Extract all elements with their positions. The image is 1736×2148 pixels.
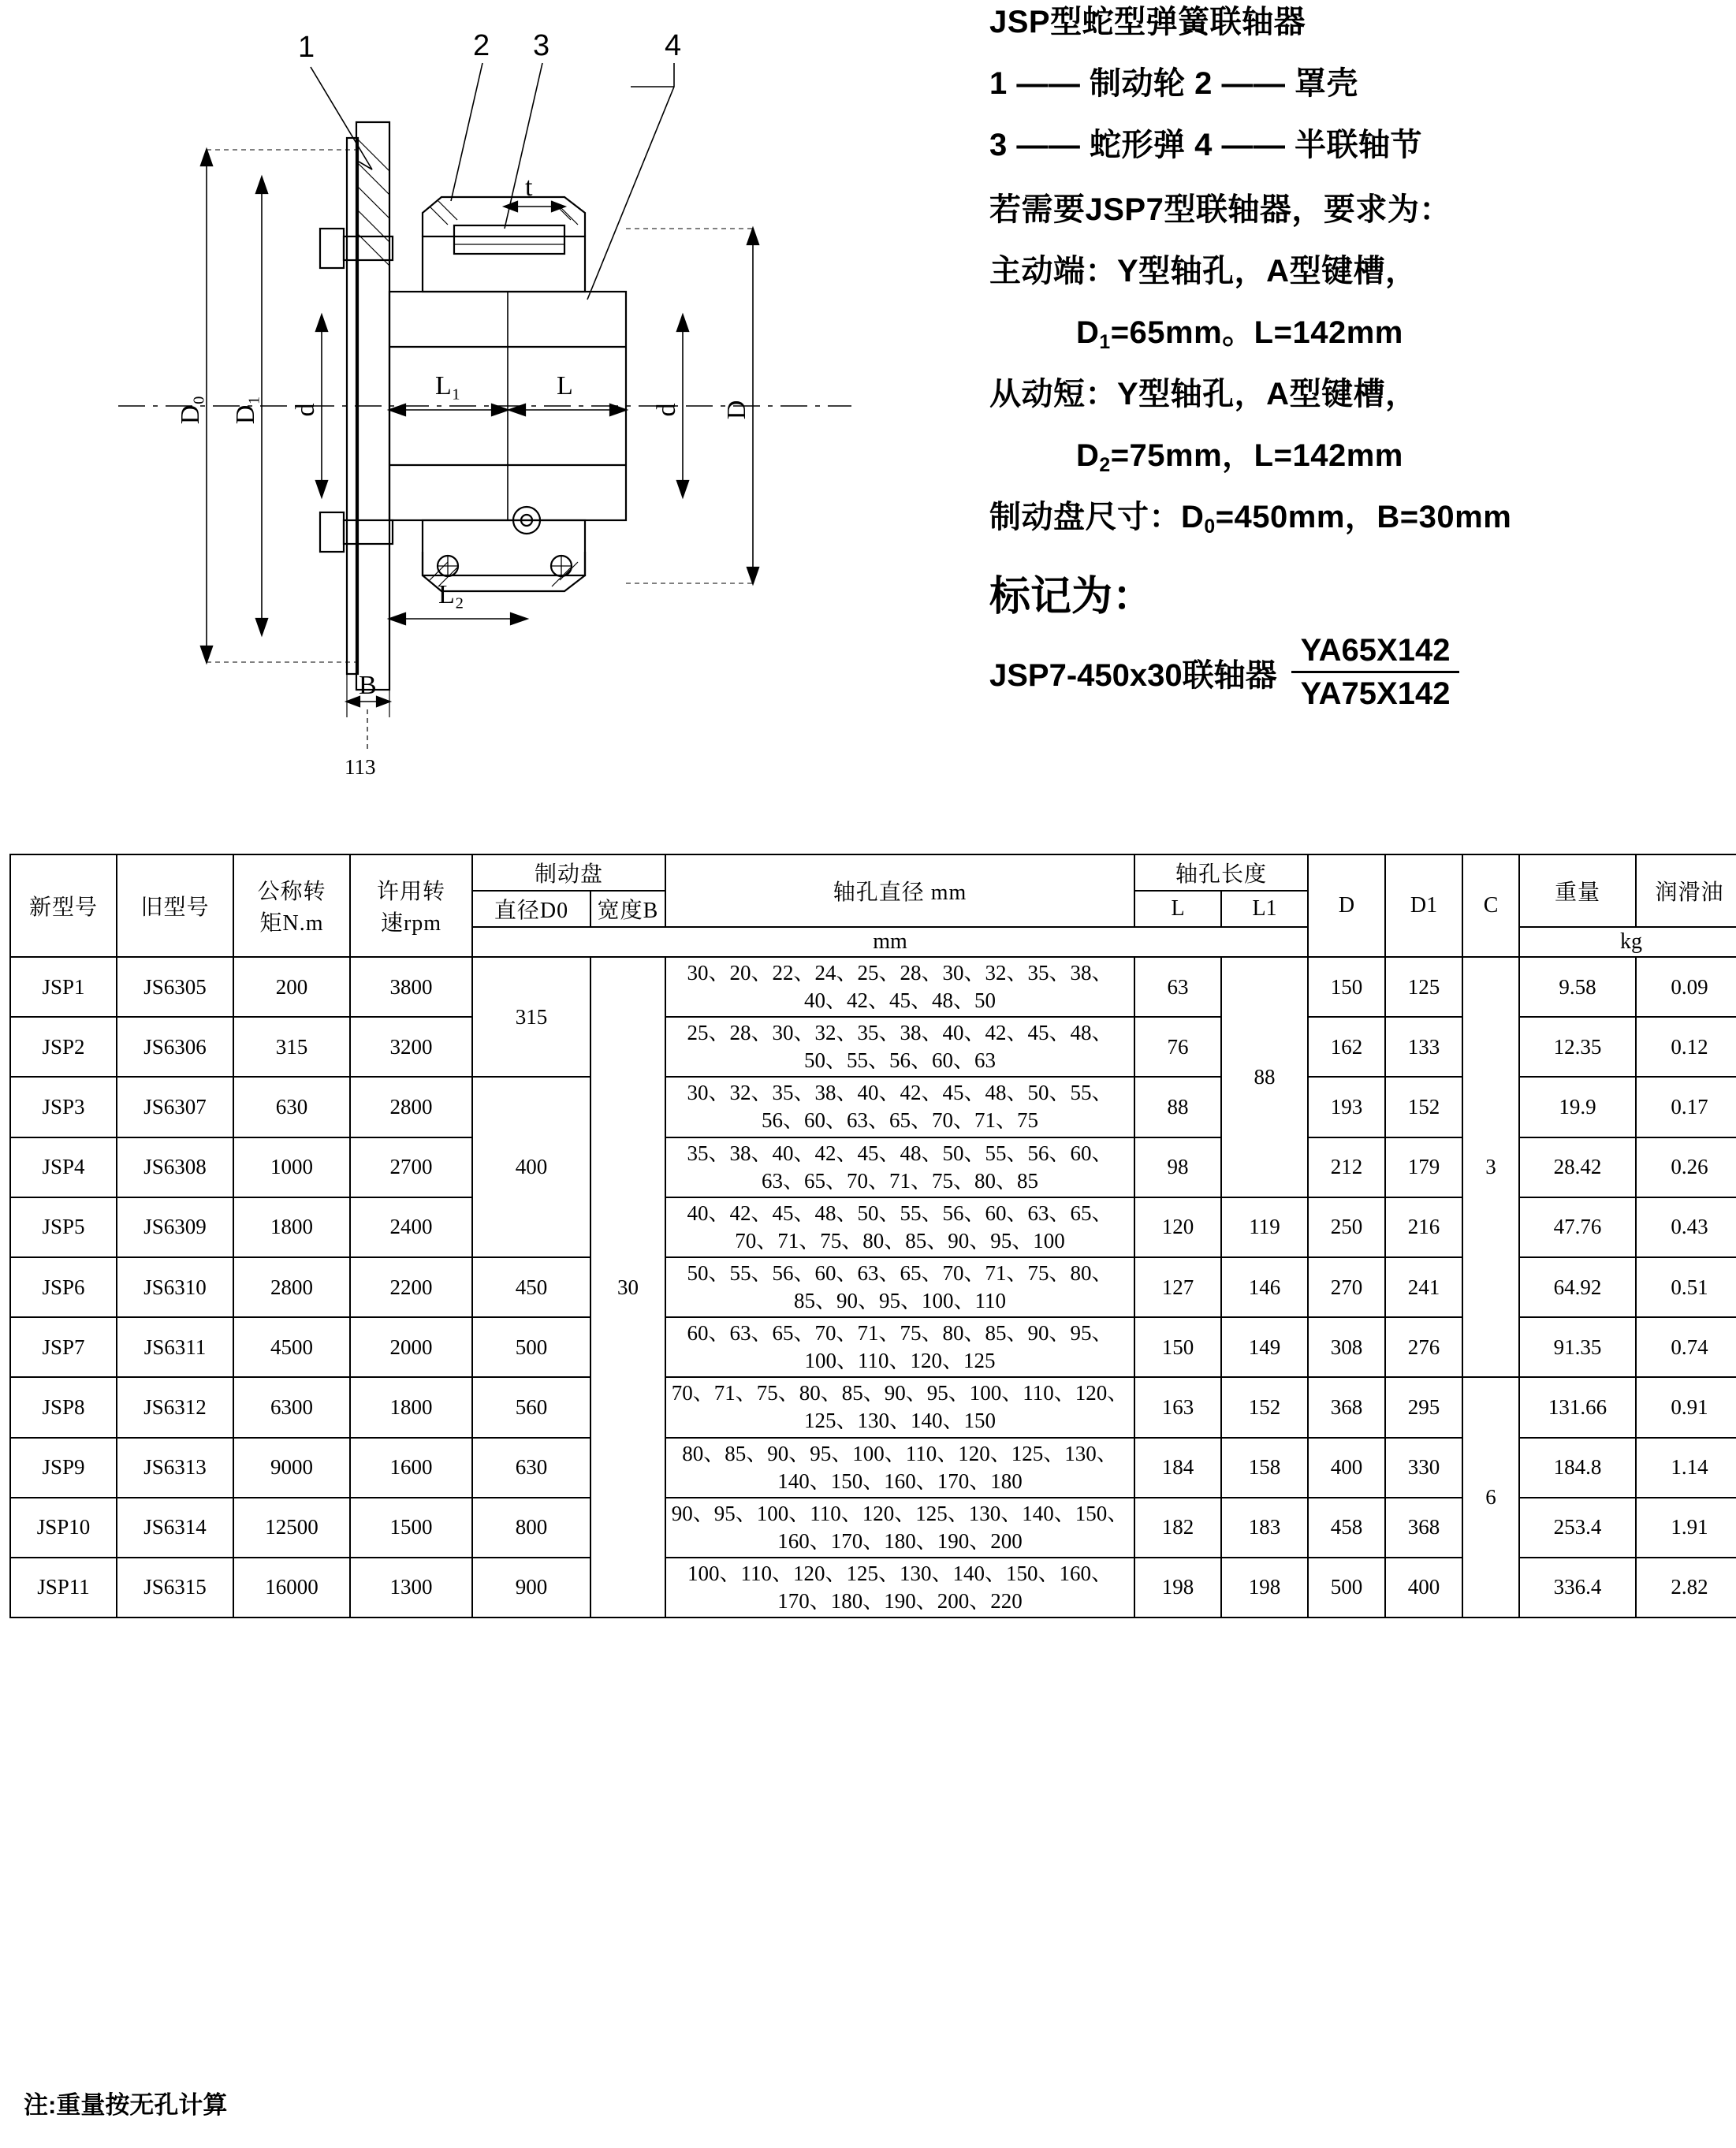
brake-disc-sub: 0 <box>1204 516 1216 538</box>
cell-L: 88 <box>1134 1077 1221 1137</box>
dim-label-L: L <box>557 371 573 400</box>
cell-new-model: JSP4 <box>10 1137 117 1197</box>
cell-torque: 2800 <box>233 1257 350 1317</box>
cell-L: 63 <box>1134 957 1221 1017</box>
cell-oil: 0.51 <box>1636 1257 1736 1317</box>
cell-speed: 2400 <box>350 1197 472 1257</box>
driven-end-dim-sub: 2 <box>1099 455 1111 476</box>
cell-old-model: JS6315 <box>117 1558 233 1618</box>
cell-oil: 0.12 <box>1636 1017 1736 1077</box>
cell-new-model: JSP2 <box>10 1017 117 1077</box>
cell-torque: 12500 <box>233 1498 350 1558</box>
cell-weight: 253.4 <box>1519 1498 1636 1558</box>
cell-L: 163 <box>1134 1377 1221 1437</box>
top-section <box>0 0 1736 788</box>
cell-new-model: JSP8 <box>10 1377 117 1437</box>
cell-old-model: JS6305 <box>117 957 233 1017</box>
cell-D1: 152 <box>1385 1077 1462 1137</box>
cell-oil: 1.91 <box>1636 1498 1736 1558</box>
drawing-bottom-label: 113 <box>345 755 376 779</box>
dim-label-t: t <box>525 173 533 202</box>
cell-D1: 179 <box>1385 1137 1462 1197</box>
coupling-spec-table <box>9 854 1736 1618</box>
cell-L1: 146 <box>1221 1257 1308 1317</box>
drive-end-dim-rest: =65mm。L=142mm <box>1110 315 1403 350</box>
brake-disc-rest: =450mm，B=30mm <box>1215 500 1512 534</box>
drive-end-label: 主动端：Y型轴孔，A型键槽， <box>989 254 1417 289</box>
cell-speed: 2000 <box>350 1317 472 1377</box>
header-L1: L1 <box>1221 891 1308 927</box>
cell-weight: 19.9 <box>1519 1077 1636 1137</box>
cell-new-model: JSP7 <box>10 1317 117 1377</box>
cell-disc-width-merged: 30 <box>590 957 665 1618</box>
cell-L1: 158 <box>1221 1438 1308 1498</box>
cell-old-model: JS6310 <box>117 1257 233 1317</box>
cell-L: 98 <box>1134 1137 1221 1197</box>
cell-new-model: JSP9 <box>10 1438 117 1498</box>
cell-L1: 183 <box>1221 1498 1308 1558</box>
cell-disc-diameter-merged-1: 315 <box>472 957 590 1077</box>
dim-label-D1: D₁ <box>231 395 260 425</box>
cell-weight: 184.8 <box>1519 1438 1636 1498</box>
cell-torque: 1000 <box>233 1137 350 1197</box>
cell-bores: 40、42、45、48、50、55、56、60、63、65、70、71、75、80、85、90、95、100 <box>665 1197 1134 1257</box>
cell-disc-diameter: 560 <box>472 1377 590 1437</box>
header-brake-disc: 制动盘 <box>472 854 665 891</box>
dim-label-B: B <box>359 671 377 700</box>
cell-D1: 295 <box>1385 1377 1462 1437</box>
cell-new-model: JSP3 <box>10 1077 117 1137</box>
cell-old-model: JS6309 <box>117 1197 233 1257</box>
header-weight: 重量 <box>1519 854 1636 927</box>
header-allowable-speed-line2: 速rpm <box>380 911 442 936</box>
cell-torque: 9000 <box>233 1438 350 1498</box>
cell-L1: 149 <box>1221 1317 1308 1377</box>
cell-torque: 200 <box>233 957 350 1017</box>
cell-D: 150 <box>1308 957 1385 1017</box>
table-row <box>10 1377 1736 1437</box>
cell-speed: 1300 <box>350 1558 472 1618</box>
cell-speed: 2700 <box>350 1137 472 1197</box>
header-allowable-speed-line1: 许用转 <box>376 880 445 904</box>
cell-new-model: JSP1 <box>10 957 117 1017</box>
header-D: D <box>1308 854 1385 957</box>
cell-disc-diameter: 630 <box>472 1438 590 1498</box>
cell-weight: 91.35 <box>1519 1317 1636 1377</box>
cell-L1: 152 <box>1221 1377 1308 1437</box>
cell-L: 120 <box>1134 1197 1221 1257</box>
dim-label-L2: L₂ <box>438 580 464 609</box>
callout-2: 2 <box>473 29 490 62</box>
cell-oil: 0.91 <box>1636 1377 1736 1437</box>
cell-oil: 0.43 <box>1636 1197 1736 1257</box>
cell-L1-merged: 88 <box>1221 957 1308 1197</box>
coupling-cross-section-diagram <box>0 0 978 788</box>
cell-oil: 0.26 <box>1636 1137 1736 1197</box>
dim-label-d-left: d <box>291 403 320 417</box>
header-C: C <box>1462 854 1519 957</box>
cell-disc-diameter: 500 <box>472 1317 590 1377</box>
cell-old-model: JS6306 <box>117 1017 233 1077</box>
cell-speed: 3200 <box>350 1017 472 1077</box>
cell-torque: 630 <box>233 1077 350 1137</box>
cell-new-model: JSP11 <box>10 1558 117 1618</box>
cell-C-merged-1: 3 <box>1462 957 1519 1377</box>
cell-speed: 1800 <box>350 1377 472 1437</box>
cell-torque: 315 <box>233 1017 350 1077</box>
cell-L: 184 <box>1134 1438 1221 1498</box>
cell-speed: 2800 <box>350 1077 472 1137</box>
cell-weight: 64.92 <box>1519 1257 1636 1317</box>
marking-numerator: YA65X142 <box>1300 633 1451 668</box>
requirement-intro: 若需要JSP7型联轴器，要求为： <box>989 192 1451 227</box>
cell-D: 458 <box>1308 1498 1385 1558</box>
cell-weight: 12.35 <box>1519 1017 1636 1077</box>
cell-weight: 28.42 <box>1519 1137 1636 1197</box>
cell-bores: 50、55、56、60、63、65、70、71、75、80、85、90、95、100、110 <box>665 1257 1134 1317</box>
driven-end-dimensions <box>989 438 1730 476</box>
cell-new-model: JSP5 <box>10 1197 117 1257</box>
cell-disc-diameter: 800 <box>472 1498 590 1558</box>
drive-end-dim-prefix: D <box>1076 315 1100 350</box>
coupling-title: JSP型蛇型弹簧联轴器 <box>989 5 1306 39</box>
cell-L1: 198 <box>1221 1558 1308 1618</box>
dim-label-D: D <box>722 400 751 420</box>
cell-D: 270 <box>1308 1257 1385 1317</box>
header-allowable-speed <box>350 854 472 957</box>
marking-fraction <box>1291 633 1460 712</box>
cell-D: 212 <box>1308 1137 1385 1197</box>
cell-D1: 276 <box>1385 1317 1462 1377</box>
cell-D: 400 <box>1308 1438 1385 1498</box>
header-disc-diameter: 直径D0 <box>472 891 590 927</box>
cell-D: 500 <box>1308 1558 1385 1618</box>
cell-speed: 2200 <box>350 1257 472 1317</box>
table-header-row-1 <box>10 854 1736 891</box>
cell-bores: 35、38、40、42、45、48、50、55、56、60、63、65、70、71、75、80、85 <box>665 1137 1134 1197</box>
driven-end-dim-prefix: D <box>1076 438 1100 473</box>
cell-bores: 90、95、100、110、120、125、130、140、150、160、170、180、190、200 <box>665 1498 1134 1558</box>
header-bore-length: 轴孔长度 <box>1134 854 1308 891</box>
cell-weight: 131.66 <box>1519 1377 1636 1437</box>
cell-oil: 0.74 <box>1636 1317 1736 1377</box>
table-footnote: 注:重量按无孔计算 <box>24 2091 228 2119</box>
cell-oil: 2.82 <box>1636 1558 1736 1618</box>
cell-old-model: JS6313 <box>117 1438 233 1498</box>
cell-bores: 80、85、90、95、100、110、120、125、130、140、150、160、170、180 <box>665 1438 1134 1498</box>
brake-disc-dimensions <box>989 500 1730 538</box>
cell-speed: 1600 <box>350 1438 472 1498</box>
marking-denominator: YA75X142 <box>1291 671 1460 712</box>
table-row <box>10 957 1736 1017</box>
cell-oil: 0.09 <box>1636 957 1736 1017</box>
header-bore-diameter: 轴孔直径 mm <box>665 854 1134 927</box>
drive-end-dim-sub: 1 <box>1099 332 1111 353</box>
legend-line-2: 3 —— 蛇形弹 4 —— 半联轴节 <box>989 128 1423 162</box>
cell-L: 198 <box>1134 1558 1221 1618</box>
header-nominal-torque-line1: 公称转 <box>257 880 326 904</box>
cell-weight: 47.76 <box>1519 1197 1636 1257</box>
cell-bores: 30、32、35、38、40、42、45、48、50、55、56、60、63、65、70、71、75 <box>665 1077 1134 1137</box>
dim-label-d-right: d <box>652 403 681 417</box>
cell-speed: 1500 <box>350 1498 472 1558</box>
cell-D1: 400 <box>1385 1558 1462 1618</box>
header-unit-kg: kg <box>1519 927 1736 957</box>
cell-D1: 216 <box>1385 1197 1462 1257</box>
header-L: L <box>1134 891 1221 927</box>
drive-end-dimensions <box>989 315 1730 353</box>
cell-new-model: JSP10 <box>10 1498 117 1558</box>
cell-D1: 125 <box>1385 957 1462 1017</box>
cell-D: 308 <box>1308 1317 1385 1377</box>
callout-4: 4 <box>665 29 682 62</box>
cell-old-model: JS6307 <box>117 1077 233 1137</box>
cell-L: 76 <box>1134 1017 1221 1077</box>
cell-old-model: JS6312 <box>117 1377 233 1437</box>
cell-L: 127 <box>1134 1257 1221 1317</box>
cell-C-merged-2: 6 <box>1462 1377 1519 1618</box>
cell-oil: 0.17 <box>1636 1077 1736 1137</box>
cell-old-model: JS6311 <box>117 1317 233 1377</box>
cell-D: 250 <box>1308 1197 1385 1257</box>
description-panel <box>989 6 1730 712</box>
cell-torque: 16000 <box>233 1558 350 1618</box>
cell-disc-diameter: 450 <box>472 1257 590 1317</box>
cell-torque: 4500 <box>233 1317 350 1377</box>
cell-bores: 60、63、65、70、71、75、80、85、90、95、100、110、120、125 <box>665 1317 1134 1377</box>
cell-bores: 70、71、75、80、85、90、95、100、110、120、125、130、140、150 <box>665 1377 1134 1437</box>
header-new-model: 新型号 <box>10 854 117 957</box>
cell-bores: 30、20、22、24、25、28、30、32、35、38、40、42、45、48、50 <box>665 957 1134 1017</box>
callout-1: 1 <box>298 31 315 64</box>
header-oil: 润滑油 <box>1636 854 1736 927</box>
driven-end-label: 从动短：Y型轴孔，A型键槽， <box>989 377 1417 411</box>
cell-D1: 133 <box>1385 1017 1462 1077</box>
cell-speed: 3800 <box>350 957 472 1017</box>
marking-heading: 标记为： <box>989 574 1154 620</box>
cell-new-model: JSP6 <box>10 1257 117 1317</box>
cell-D: 193 <box>1308 1077 1385 1137</box>
cell-weight: 336.4 <box>1519 1558 1636 1618</box>
callout-3: 3 <box>533 29 550 62</box>
cell-D1: 368 <box>1385 1498 1462 1558</box>
header-unit-mm: mm <box>472 927 1308 957</box>
dim-label-L1: L₁ <box>435 371 461 400</box>
header-nominal-torque <box>233 854 350 957</box>
driven-end-dim-rest: =75mm，L=142mm <box>1110 438 1403 473</box>
cell-oil: 1.14 <box>1636 1438 1736 1498</box>
cell-weight: 9.58 <box>1519 957 1636 1017</box>
header-disc-width: 宽度B <box>590 891 665 927</box>
cell-old-model: JS6314 <box>117 1498 233 1558</box>
cell-torque: 6300 <box>233 1377 350 1437</box>
header-D1: D1 <box>1385 854 1462 957</box>
cell-disc-diameter: 900 <box>472 1558 590 1618</box>
cell-L: 150 <box>1134 1317 1221 1377</box>
cell-L1: 119 <box>1221 1197 1308 1257</box>
dim-label-D0: D₀ <box>176 395 205 425</box>
cell-old-model: JS6308 <box>117 1137 233 1197</box>
legend-line-1: 1 —— 制动轮 2 —— 罩壳 <box>989 66 1359 101</box>
cell-D: 368 <box>1308 1377 1385 1437</box>
cell-D1: 330 <box>1385 1438 1462 1498</box>
cell-D1: 241 <box>1385 1257 1462 1317</box>
cell-torque: 1800 <box>233 1197 350 1257</box>
header-old-model: 旧型号 <box>117 854 233 957</box>
cell-bores: 25、28、30、32、35、38、40、42、45、48、50、55、56、60、63 <box>665 1017 1134 1077</box>
cell-bores: 100、110、120、125、130、140、150、160、170、180、190、200、220 <box>665 1558 1134 1618</box>
cell-disc-diameter-merged-2: 400 <box>472 1077 590 1257</box>
header-nominal-torque-line2: 矩N.m <box>259 911 324 936</box>
brake-disc-prefix: 制动盘尺寸：D <box>989 500 1205 534</box>
marking-model: JSP7-450x30联轴器 <box>989 657 1277 693</box>
engineering-drawing <box>0 0 978 788</box>
marking-designation <box>989 633 1730 712</box>
cell-D: 162 <box>1308 1017 1385 1077</box>
cell-L: 182 <box>1134 1498 1221 1558</box>
